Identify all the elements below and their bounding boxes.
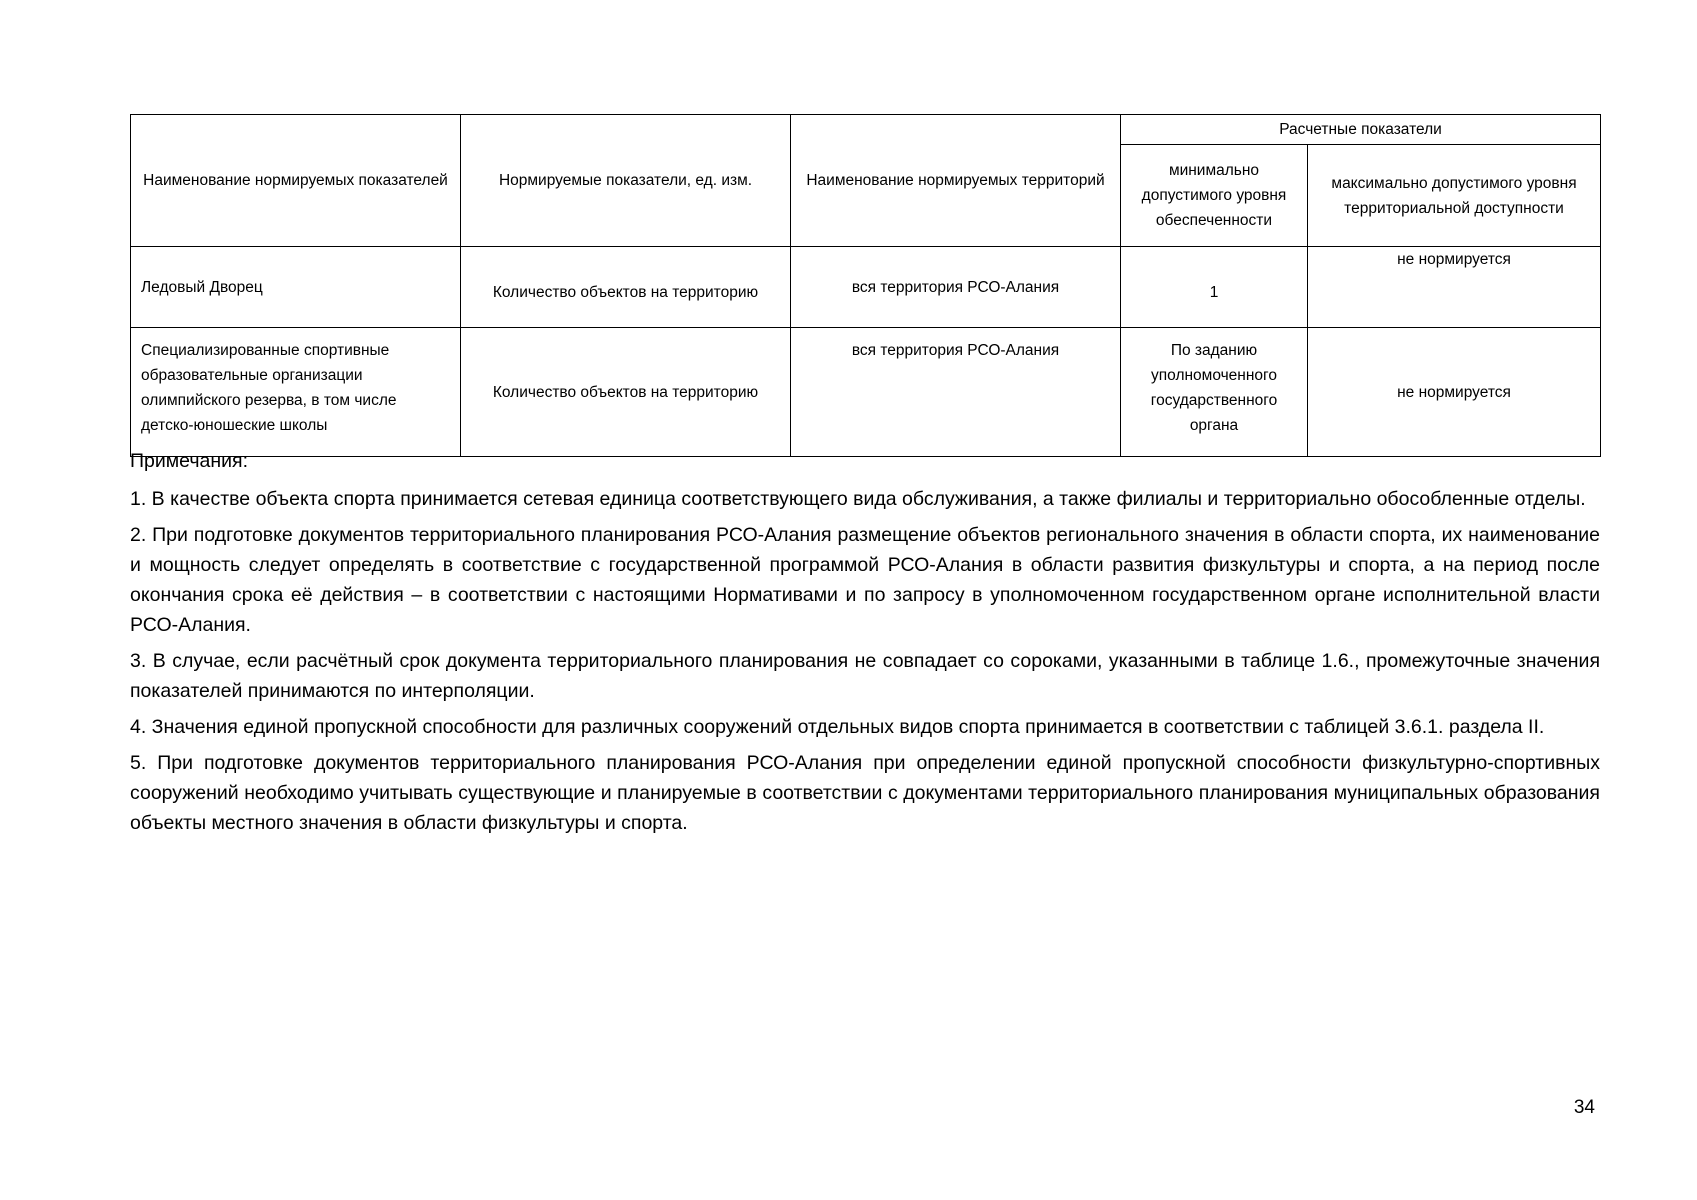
table-row (131, 328, 1601, 457)
row-max-level-cell: не нормируется (1308, 247, 1601, 328)
note-item: 5. При подготовке документов территориального планирования РСО-Алания при определении единой пропускной способности физкультурно-спортивных сооружений необходимо учитывать существующие и планируемые в соответствии с документами территориального планирования муниципальных образования объекты местного значения в области физкультуры и спорта. (130, 752, 1600, 834)
row-min-level-cell: По заданию уполномоченного государственного органа (1121, 328, 1308, 457)
note-item: 2. При подготовке документов территориального планирования РСО-Алания размещение объектов регионального значения в области спорта, их наименование и мощность следует определять в соответствие с государственной программой РСО-Алания в области развития физкультуры и спорта, а на период после окончания срока её действия – в соответствии с настоящими Нормативами и по запросу в уполномоченном государственном органе исполнительной власти РСО-Алания. (130, 524, 1600, 636)
note-item: 1. В качестве объекта спорта принимается сетевая единица соответствующего вида обслуживания, а также филиалы и территориально обособленные отделы. (130, 488, 1586, 510)
row-name-cell: Ледовый Дворец (131, 247, 461, 328)
row-indicator-cell: Количество объектов на территорию (461, 328, 791, 457)
notes-section (130, 446, 1600, 844)
header-min-level: минимально допустимого уровня обеспеченности (1121, 145, 1308, 247)
row-territory-cell: вся территория РСО-Алания (791, 247, 1121, 328)
note-item: 4. Значения единой пропускной способности для различных сооружений отдельных видов спорта принимается в соответствии с таблицей 3.6.1. раздела II. (130, 716, 1545, 738)
note-item: 3. В случае, если расчётный срок документа территориального планирования не совпадает со сороками, указанными в таблице 1.6., промежуточные значения показателей принимаются по интерполяции. (130, 650, 1600, 702)
row-territory-cell: вся территория РСО-Алания (791, 328, 1121, 457)
row-indicator-cell: Количество объектов на территорию (461, 247, 791, 328)
table-header-row (131, 115, 1601, 145)
header-indicators: Нормируемые показатели, ед. изм. (461, 115, 791, 247)
page-number: 34 (1573, 1097, 1595, 1118)
header-name: Наименование нормируемых показателей (131, 115, 461, 247)
row-max-level-cell: не нормируется (1308, 328, 1601, 457)
notes-title: Примечания: (130, 450, 248, 472)
standards-table (130, 114, 1601, 457)
header-territories: Наименование нормируемых территорий (791, 115, 1121, 247)
header-max-level: максимально допустимого уровня территориальной доступности (1308, 145, 1601, 247)
table-row (131, 247, 1601, 328)
row-name-cell: Специализированные спортивные образовательные организации олимпийского резерва, в том числе детско-юношеские школы (131, 328, 461, 457)
header-calculated: Расчетные показатели (1121, 115, 1601, 145)
row-min-level-cell: 1 (1121, 247, 1308, 328)
